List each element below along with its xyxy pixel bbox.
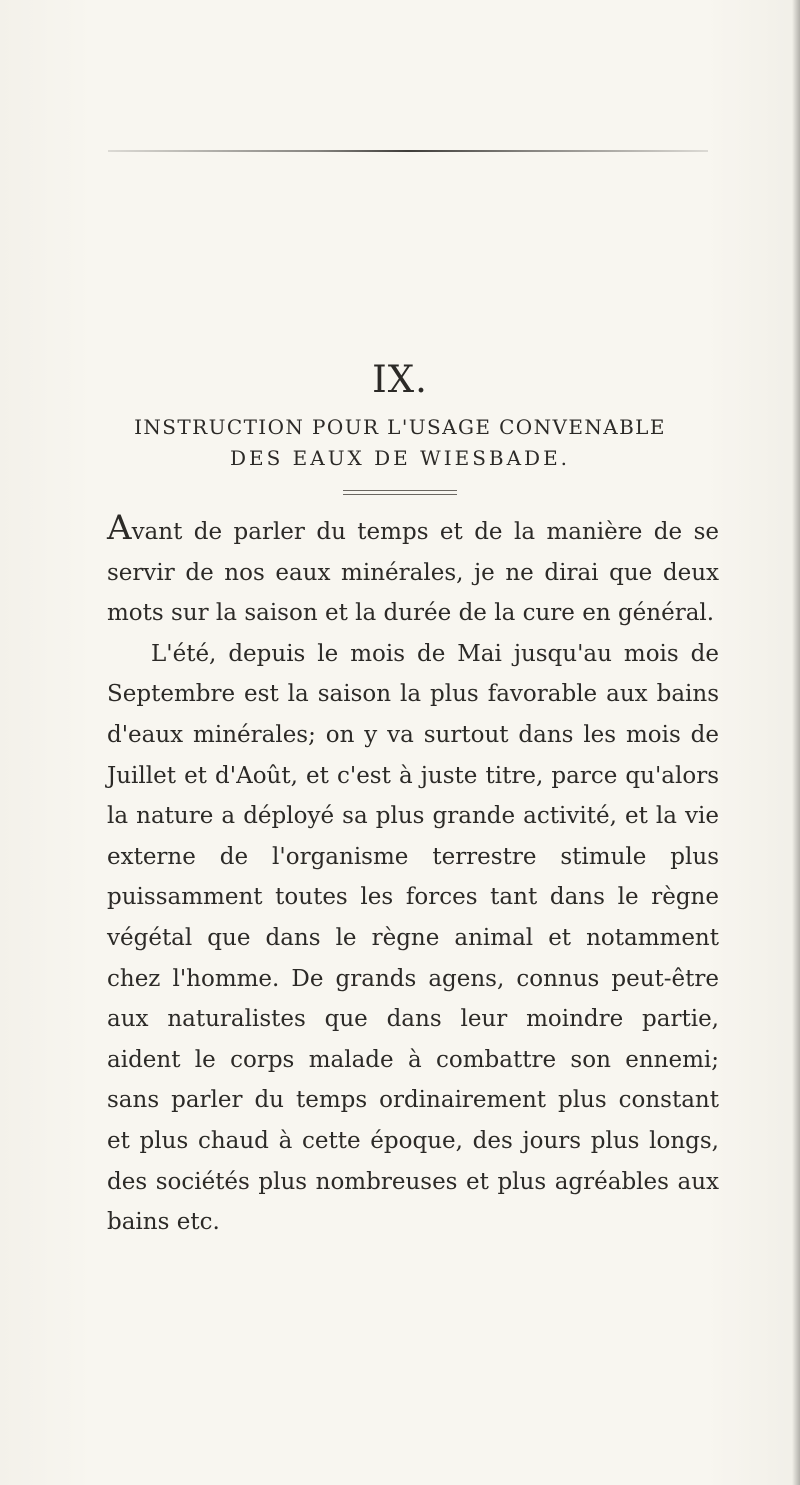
- title-divider: [343, 490, 457, 495]
- top-rule: [108, 150, 708, 152]
- chapter-number: IX.: [372, 358, 428, 401]
- chapter-title-line-2: DES EAUX DE WIESBADE.: [229, 446, 571, 470]
- page-edge-shadow: [792, 0, 800, 1485]
- paragraph-2: L'été, depuis le mois de Mai jusqu'au mois de Septembre est la saison la plus favorable aux bains d'eaux minérales; on y va surtout dans les mois de Juillet et d'Août, et c'est à juste titre, parce qu'alors la nature a déployé sa plus grande activité, et la vie externe de l'organisme terrestre stimule plus puissamment toutes les forces tant dans le règne végétal que dans le règne animal et notamment chez l'homme. De grands agens, connus peut-être aux naturalistes que dans leur moindre partie, aident le corps malade à combattre son ennemi; sans parler du temps ordinairement plus constant et plus chaud à cette époque, des jours plus longs, des sociétés plus nombreuses et plus agréables aux bains etc.: [107, 640, 719, 1236]
- body-text: [107, 508, 719, 1243]
- paragraph-1: Avant de parler du temps et de la manière de se servir de nos eaux minérales, je ne dirai que deux mots sur la saison et la durée de la cure en général.: [107, 508, 719, 627]
- chapter-title-line-1: INSTRUCTION POUR L'USAGE CONVENABLE: [134, 415, 666, 439]
